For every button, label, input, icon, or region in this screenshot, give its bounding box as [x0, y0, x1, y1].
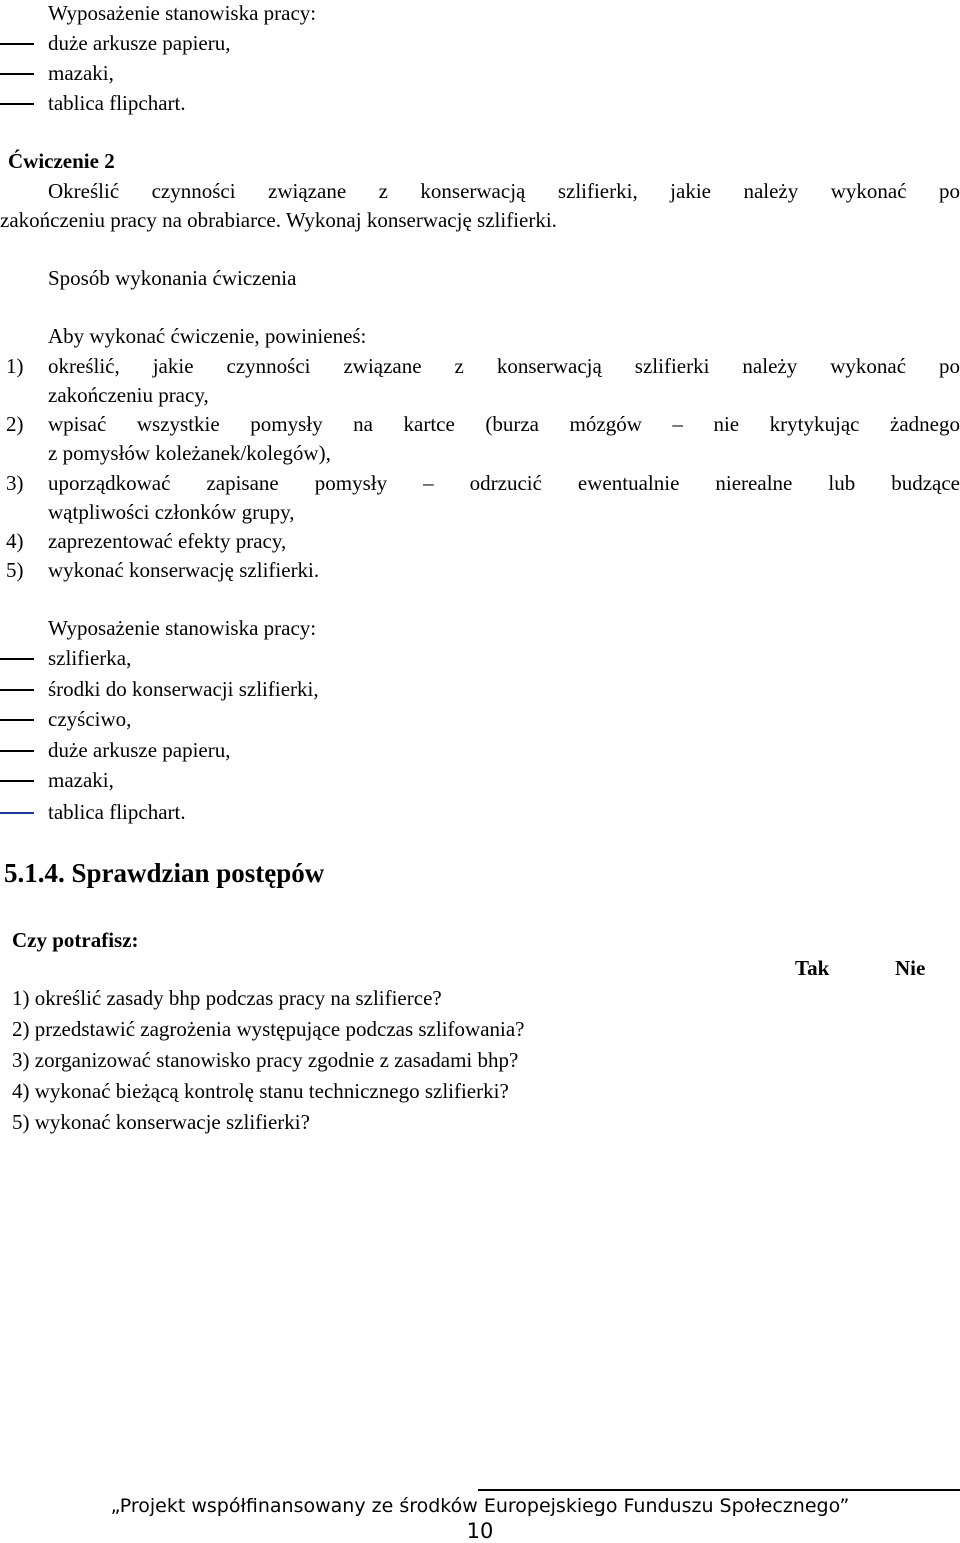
question-item: 3) zorganizować stanowisko pracy zgodnie z zasadami bhp? — [12, 1048, 519, 1072]
column-no-label: Nie — [895, 956, 926, 980]
equipment-item: tablica flipchart. — [48, 800, 186, 824]
dash-bullet — [0, 658, 34, 660]
step-text: z pomysłów koleżanek/kolegów), — [48, 441, 331, 465]
footer-project-note: „Projekt współfinansowany ze środków Europejskiego Funduszu Społecznego” — [110, 1495, 850, 1517]
dash-bullet — [0, 780, 34, 782]
dash-bullet — [0, 73, 34, 75]
column-yes-label: Tak — [795, 956, 830, 980]
step-text: wykonać konserwację szlifierki. — [48, 558, 320, 582]
step-text: wpisać wszystkie pomysły na kartce (burza mózgów – nie krytykując żadnego — [48, 412, 960, 436]
exercise-title: Ćwiczenie 2 — [8, 149, 115, 173]
step-number: 3) — [6, 471, 24, 495]
step-number: 4) — [6, 529, 24, 553]
equipment-item: duże arkusze papieru, — [48, 31, 231, 55]
equipment-heading-top: Wyposażenie stanowiska pracy: — [48, 1, 317, 25]
step-number: 2) — [6, 412, 24, 436]
question-item: 1) określić zasady bhp podczas pracy na szlifierce? — [12, 986, 442, 1010]
equipment-item: mazaki, — [48, 768, 114, 792]
equipment-item: szlifierka, — [48, 646, 132, 670]
question-item: 2) przedstawić zagrożenia występujące podczas szlifowania? — [12, 1017, 525, 1041]
question-item: 4) wykonać bieżącą kontrolę stanu technicznego szlifierki? — [12, 1079, 509, 1103]
dash-bullet — [0, 719, 34, 721]
step-text: zakończeniu pracy, — [48, 383, 209, 407]
step-number: 5) — [6, 558, 24, 582]
equipment-item: mazaki, — [48, 61, 114, 85]
step-text: uporządkować zapisane pomysły – odrzucić ewentualnie nierealne lub budzące — [48, 471, 960, 495]
dash-bullet — [0, 43, 34, 45]
question-heading: Czy potrafisz: — [12, 928, 139, 952]
dash-bullet — [0, 812, 34, 814]
equipment-item: duże arkusze papieru, — [48, 738, 231, 762]
equipment-item: czyściwo, — [48, 707, 132, 731]
equipment-item: tablica flipchart. — [48, 91, 186, 115]
step-text: zaprezentować efekty pracy, — [48, 529, 287, 553]
exercise-description-line: Określić czynności związane z konserwacją szlifierki, jakie należy wykonać po — [48, 179, 960, 203]
dash-bullet — [0, 103, 34, 105]
page-number: 10 — [466, 1519, 494, 1543]
equipment-heading: Wyposażenie stanowiska pracy: — [48, 616, 317, 640]
dash-bullet — [0, 689, 34, 691]
exercise-description-line: zakończeniu pracy na obrabiarce. Wykonaj konserwację szlifierki. — [0, 208, 557, 232]
question-item: 5) wykonać konserwacje szlifierki? — [12, 1110, 310, 1134]
method-intro: Aby wykonać ćwiczenie, powinieneś: — [48, 324, 367, 348]
dash-bullet — [0, 750, 34, 752]
footer-rule — [478, 1489, 960, 1491]
equipment-item: środki do konserwacji szlifierki, — [48, 677, 319, 701]
section-title: 5.1.4. Sprawdzian postępów — [4, 858, 325, 888]
method-heading: Sposób wykonania ćwiczenia — [48, 266, 297, 290]
step-text: określić, jakie czynności związane z konserwacją szlifierki należy wykonać po — [48, 354, 960, 378]
step-text: wątpliwości członków grupy, — [48, 500, 295, 524]
step-number: 1) — [6, 354, 24, 378]
